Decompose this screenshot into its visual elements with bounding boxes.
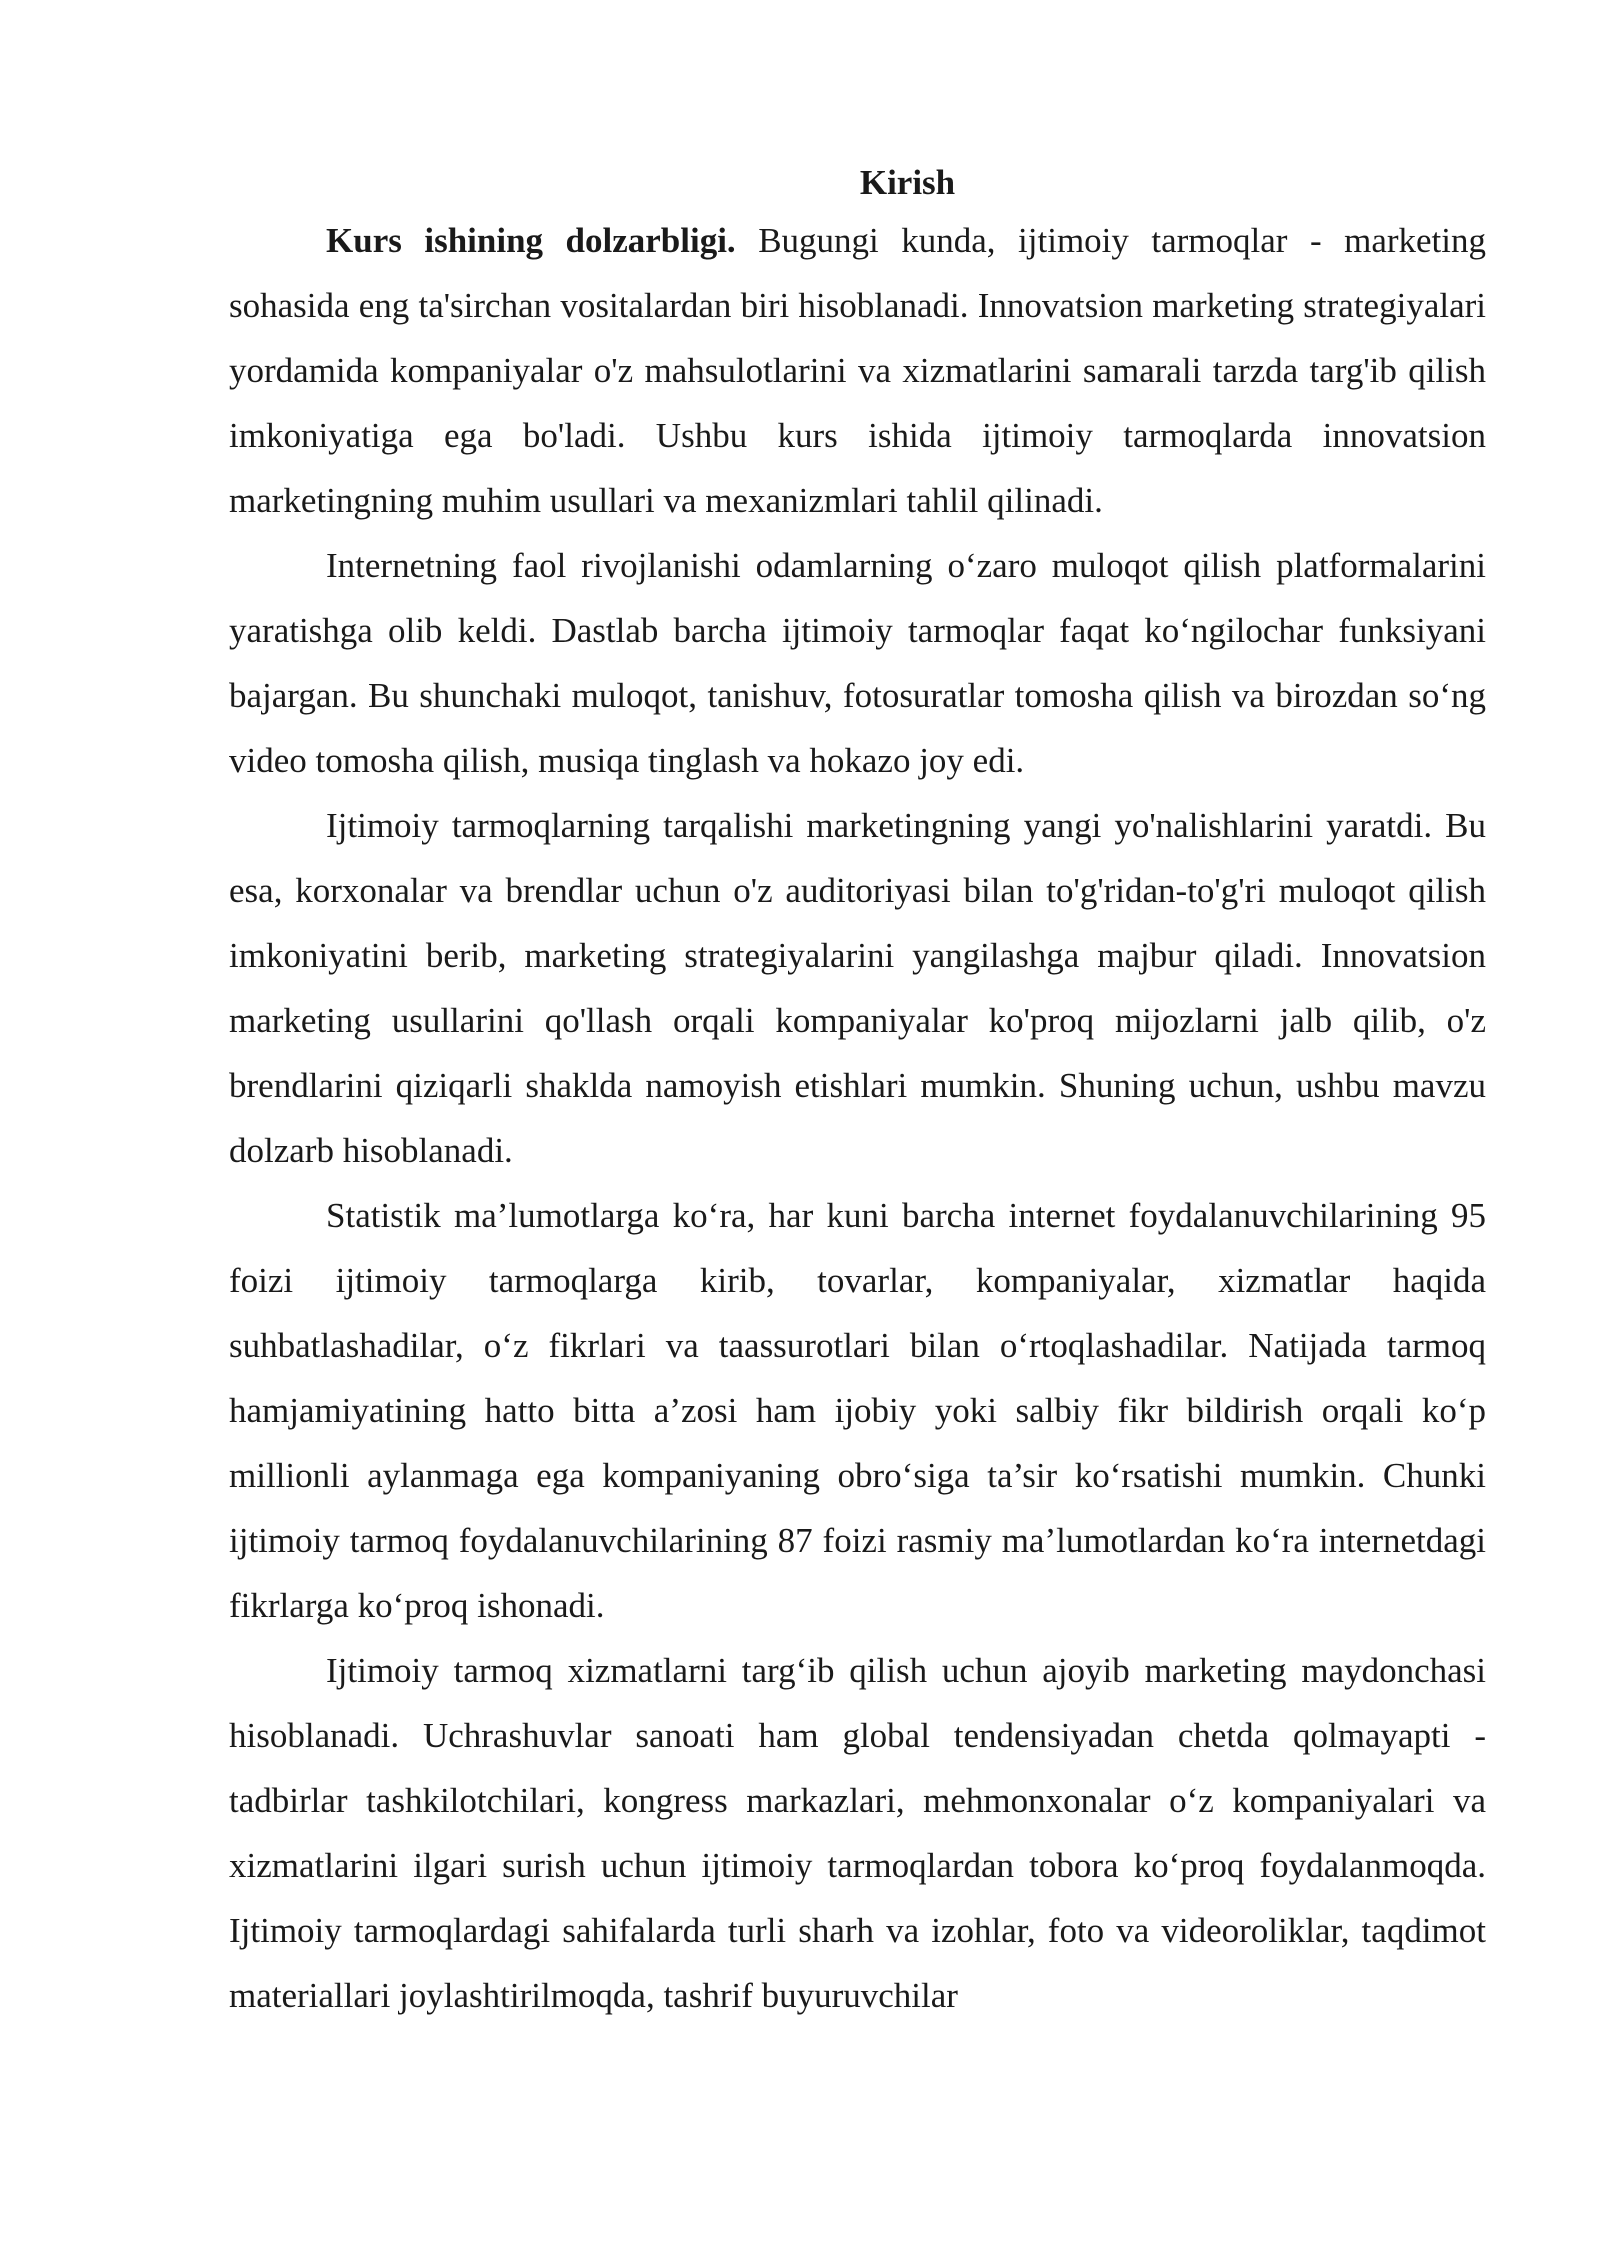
page-title: Kirish (859, 163, 956, 202)
paragraph-lead: Kurs ishining dolzarbligi. (326, 221, 736, 260)
paragraph-text: Bugungi kunda, ijtimoiy tarmoqlar - marketing sohasida eng ta'sirchan vositalardan biri hisoblanadi. Innovatsion marketing strategiyalari yordamida kompaniyalar o'z mahsulotlarini va xizmatlarini samarali tarzda targ'ib qilish imkoniyatiga ega bo'ladi. Ushbu kurs ishida ijtimoiy tarmoqlarda innovatsion marketingning muhim usullari va mexanizmlari tahlil qilinadi. (229, 221, 1486, 520)
paragraph-social-networks: Ijtimoiy tarmoqlarning tarqalishi marketingning yangi yo'nalishlarini yaratdi. Bu esa, korxonalar va brendlar uchun o'z auditoriyasi bilan to'g'ridan-to'g'ri muloqot qilish imkoniyatini berib, marketing strategiyalarini yangilashga majbur qiladi. Innovatsion marketing usullarini qo'llash orqali kompaniyalar ko'proq mijozlarni jalb qilib, o'z brendlarini qiziqarli shaklda namoyish etishlari mumkin. Shuning uchun, ushbu mavzu dolzarb hisoblanadi. (229, 806, 1486, 1170)
document-body (229, 158, 1486, 2028)
paragraph-statistics: Statistik ma’lumotlarga koʻra, har kuni barcha internet foydalanuvchilarining 95 foizi ijtimoiy tarmoqlarga kirib, tovarlar, kompaniyalar, xizmatlar haqida suhbatlashadilar, oʻz fikrlari va taassurotlari bilan oʻrtoqlashadilar. Natijada tarmoq hamjamiyatining hatto bitta a’zosi ham ijobiy yoki salbiy fikr bildirish orqali koʻp millionli aylanmaga ega kompaniyaning obroʻsiga ta’sir koʻrsatishi mumkin. Chunki ijtimoiy tarmoq foydalanuvchilarining 87 foizi rasmiy ma’lumotlardan koʻra internetdagi fikrlarga koʻproq ishonadi. (229, 1196, 1486, 1625)
paragraph-relevance (229, 208, 1486, 533)
paragraph-internet: Internetning faol rivojlanishi odamlarning oʻzaro muloqot qilish platformalarini yaratishga olib keldi. Dastlab barcha ijtimoiy tarmoqlar faqat koʻngilochar funksiyani bajargan. Bu shunchaki muloqot, tanishuv, fotosuratlar tomosha qilish va birozdan soʻng video tomosha qilish, musiqa tinglash va hokazo joy edi. (229, 546, 1486, 780)
paragraph-marketing-platform: Ijtimoiy tarmoq xizmatlarni targʻib qilish uchun ajoyib marketing maydonchasi hisoblanadi. Uchrashuvlar sanoati ham global tendensiyadan chetda qolmayapti - tadbirlar tashkilotchilari, kongress markazlari, mehmonxonalar oʻz kompaniyalari va xizmatlarini ilgari surish uchun ijtimoiy tarmoqlardan tobora koʻproq foydalanmoqda. Ijtimoiy tarmoqlardagi sahifalarda turli sharh va izohlar, foto va videoroliklar, taqdimot materiallari joylashtirilmoqda, tashrif buyuruvchilar (229, 1651, 1486, 2015)
